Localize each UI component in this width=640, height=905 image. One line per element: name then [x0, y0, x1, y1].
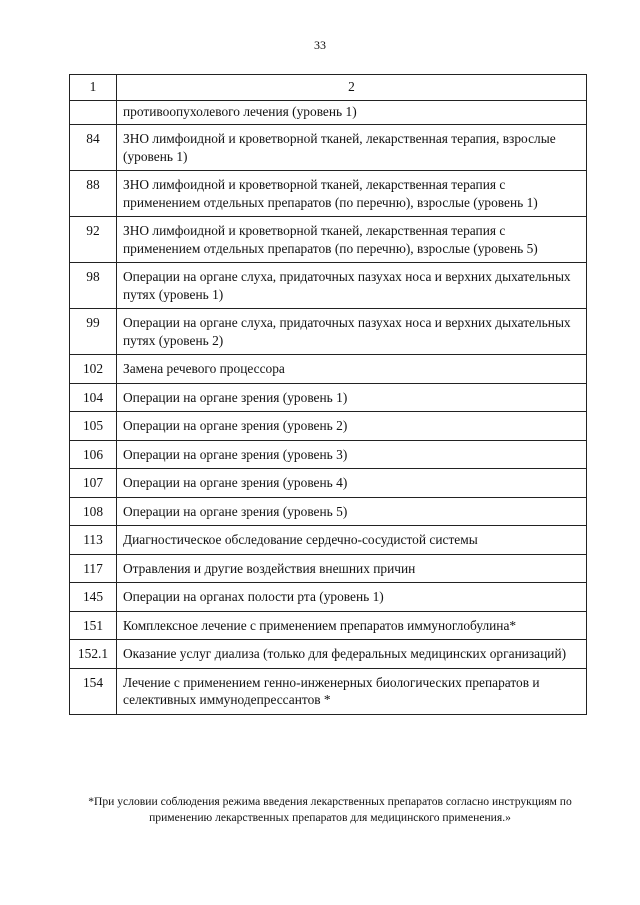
row-number-cell: 99 [70, 309, 117, 355]
row-number-cell: 98 [70, 263, 117, 309]
document-table [69, 74, 587, 715]
row-number-cell: 151 [70, 611, 117, 640]
table-continuation-row [70, 100, 587, 125]
row-number-cell: 104 [70, 383, 117, 412]
row-description-cell: ЗНО лимфоидной и кроветворной тканей, лекарственная терапия с применением отдельных препаратов (по перечню), взрослые (уровень 5) [117, 217, 587, 263]
table-row [70, 412, 587, 441]
table-row [70, 440, 587, 469]
table-row [70, 640, 587, 669]
row-description-cell: Комплексное лечение с применением препаратов иммуноглобулина* [117, 611, 587, 640]
table-row [70, 263, 587, 309]
row-description-cell: Операции на органе зрения (уровень 3) [117, 440, 587, 469]
row-description-cell: Операции на органе слуха, придаточных пазухах носа и верхних дыхательных путях (уровень 1) [117, 263, 587, 309]
row-description-cell: Оказание услуг диализа (только для федеральных медицинских организаций) [117, 640, 587, 669]
row-number-cell: 92 [70, 217, 117, 263]
table-row [70, 217, 587, 263]
table-row [70, 309, 587, 355]
table-row [70, 355, 587, 384]
row-description-cell: Операции на органе слуха, придаточных пазухах носа и верхних дыхательных путях (уровень 2) [117, 309, 587, 355]
row-description-cell: Операции на органе зрения (уровень 1) [117, 383, 587, 412]
row-number-cell: 105 [70, 412, 117, 441]
row-number-cell: 88 [70, 171, 117, 217]
row-number-cell: 107 [70, 469, 117, 498]
table-header-row [70, 75, 587, 101]
table-row [70, 383, 587, 412]
row-description-cell: Диагностическое обследование сердечно-сосудистой системы [117, 526, 587, 555]
table-row [70, 554, 587, 583]
row-description-cell: Лечение с применением генно-инженерных биологических препаратов и селективных иммунодепрессантов * [117, 668, 587, 714]
row-number-cell: 152.1 [70, 640, 117, 669]
row-number-cell: 84 [70, 125, 117, 171]
row-number-cell: 106 [70, 440, 117, 469]
table-row [70, 611, 587, 640]
row-description-cell: Отравления и другие воздействия внешних причин [117, 554, 587, 583]
table-row [70, 497, 587, 526]
header-cell-col2: 2 [117, 75, 587, 101]
table-row [70, 125, 587, 171]
row-number-cell: 102 [70, 355, 117, 384]
row-number-cell: 113 [70, 526, 117, 555]
row-description-cell: Операции на органе зрения (уровень 5) [117, 497, 587, 526]
table-row [70, 171, 587, 217]
row-number-cell: 117 [70, 554, 117, 583]
row-number-cell: 145 [70, 583, 117, 612]
row-description-cell: ЗНО лимфоидной и кроветворной тканей, лекарственная терапия с применением отдельных препаратов (по перечню), взрослые (уровень 1) [117, 171, 587, 217]
row-description-cell: Операции на органе зрения (уровень 4) [117, 469, 587, 498]
row-description-cell: ЗНО лимфоидной и кроветворной тканей, лекарственная терапия, взрослые (уровень 1) [117, 125, 587, 171]
continuation-text-cell: противоопухолевого лечения (уровень 1) [117, 100, 587, 125]
row-number-cell: 154 [70, 668, 117, 714]
row-number-cell: 108 [70, 497, 117, 526]
header-cell-col1: 1 [70, 75, 117, 101]
table-row [70, 583, 587, 612]
table-body [70, 75, 587, 715]
page-number: 33 [314, 38, 326, 52]
row-description-cell: Операции на органе зрения (уровень 2) [117, 412, 587, 441]
footnote: *При условии соблюдения режима введения лекарственных препаратов согласно инструкциям по применению лекарственных препаратов для медицинского применения.» [88, 795, 572, 824]
row-description-cell: Замена речевого процессора [117, 355, 587, 384]
table-row [70, 668, 587, 714]
table-row [70, 469, 587, 498]
row-description-cell: Операции на органах полости рта (уровень 1) [117, 583, 587, 612]
table-row [70, 526, 587, 555]
continuation-num-cell [70, 100, 117, 125]
